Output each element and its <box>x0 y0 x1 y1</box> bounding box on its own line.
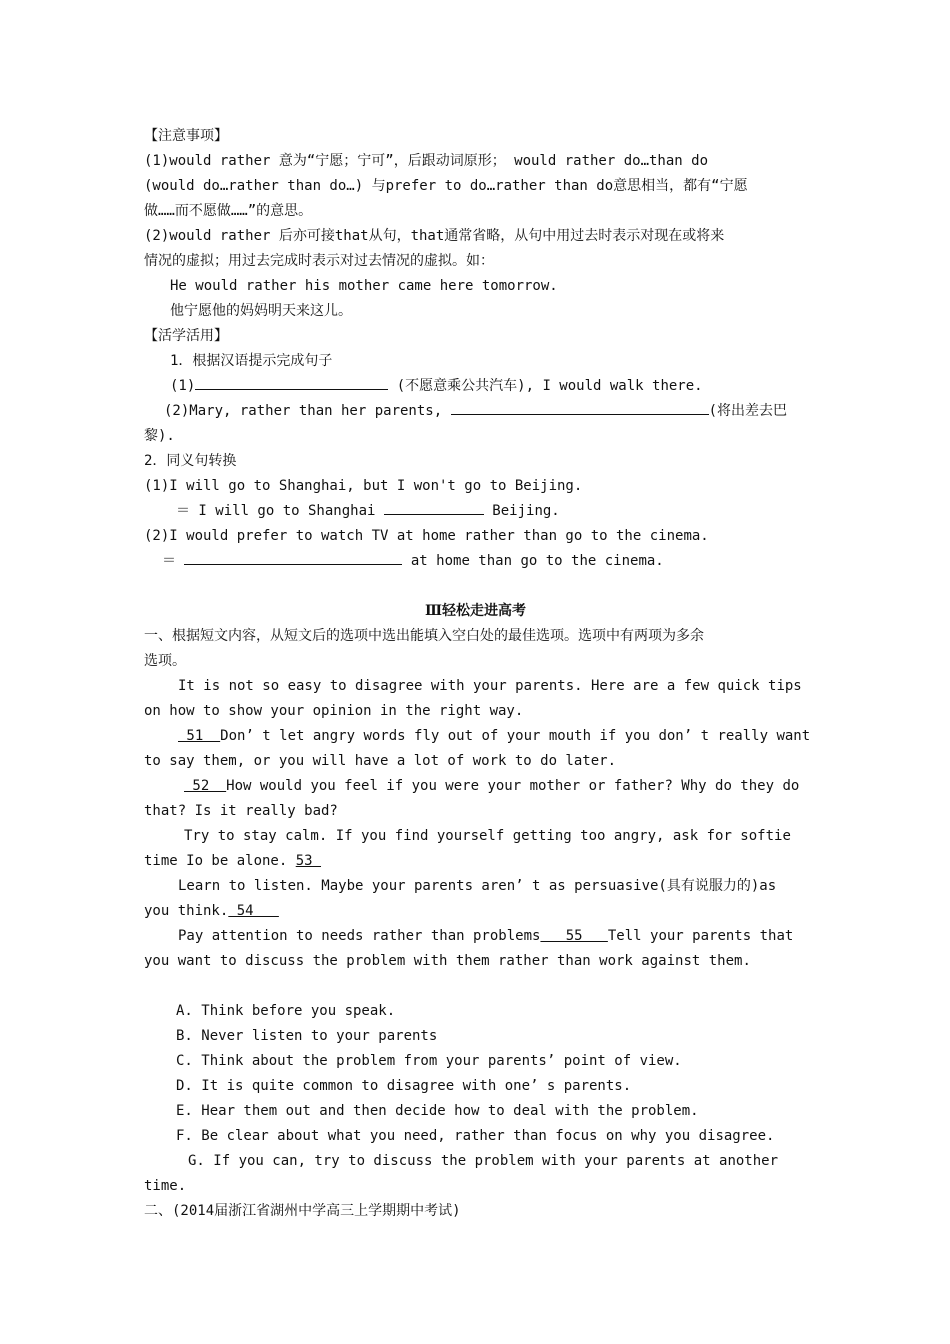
q1-title: 1．根据汉语提示完成句子 <box>170 353 333 369</box>
q2-item2: (2)I would prefer to watch TV at home rather than go to the cinema. <box>144 528 709 544</box>
passage-para3-line1 <box>144 774 807 799</box>
q1-item1 <box>144 374 807 399</box>
passage-para2-line2: to say them, or you will have a lot of work to do later. <box>144 753 617 769</box>
part-two-heading: 二、(2014届浙江省湖州中学高三上学期期中考试) <box>144 1203 461 1219</box>
passage-para5-line2 <box>144 899 807 924</box>
option-g-line1: G. If you can, try to discuss the problem with your parents at another <box>188 1153 779 1169</box>
answer-blank[interactable] <box>184 549 402 565</box>
notes-p2-line1: (2)would rather 后亦可接that从句，that通常省略，从句中用过去时表示对现在或将来 <box>144 228 725 244</box>
q1-item2-cont: 黎). <box>144 428 175 444</box>
blank-number-51[interactable]: 51 <box>178 728 221 744</box>
para6-text-b: Tell your parents that <box>607 928 794 944</box>
notes-p1-line1: (1)would rather 意为“宁愿；宁可”，后跟动词原形； would rather do…than do <box>144 153 709 169</box>
q2-item1-eq-prefix: ＝ I will go to Shanghai <box>176 503 384 519</box>
instruction-line1: 一、根据短文内容，从短文后的选项中选出能填入空白处的最佳选项。选项中有两项为多余 <box>144 628 704 644</box>
answer-blank[interactable] <box>451 399 709 415</box>
section-title: Ⅲ轻松走进高考 <box>424 603 527 619</box>
spacer <box>144 974 807 999</box>
q2-item2-equivalent <box>144 549 807 574</box>
q1-item1-prefix: (1) <box>170 378 196 394</box>
example-english: He would rather his mother came here tomorrow. <box>170 278 558 294</box>
blank-number-53[interactable]: 53 <box>295 853 322 869</box>
para6-text-a: Pay attention to needs rather than problems <box>178 928 541 944</box>
passage-para5-line1: Learn to listen. Maybe your parents aren’ t as persuasive(具有说服力的)as <box>178 878 777 894</box>
notes-p2-line2: 情况的虚拟；用过去完成时表示对过去情况的虚拟。如： <box>144 253 494 269</box>
option-f: F. Be clear about what you need, rather than focus on why you disagree. <box>176 1128 775 1144</box>
passage-para1-line2: on how to show your opinion in the right way. <box>144 703 524 719</box>
document-page <box>144 124 811 1224</box>
option-d: D. It is quite common to disagree with one’ s parents. <box>176 1078 632 1094</box>
q2-item1: (1)I will go to Shanghai, but I won't go to Beijing. <box>144 478 583 494</box>
notes-p1-line3: 做……而不愿做……”的意思。 <box>144 203 313 219</box>
passage-para4-line1: Try to stay calm. If you find yourself getting too angry, ask for softie <box>184 828 791 844</box>
example-chinese: 他宁愿他的妈妈明天来这儿。 <box>170 303 352 319</box>
passage-para1-line1: It is not so easy to disagree with your parents. Here are a few quick tips <box>178 678 802 694</box>
option-e: E. Hear them out and then decide how to deal with the problem. <box>176 1103 699 1119</box>
q2-title: 2．同义句转换 <box>144 453 237 469</box>
para2-text: Don’ t let angry words fly out of your mouth if you don’ t really want <box>220 728 811 744</box>
q2-item2-eq-prefix: ＝ <box>162 553 185 569</box>
instruction-line2: 选项。 <box>144 653 186 669</box>
option-a: A. Think before you speak. <box>176 1003 396 1019</box>
q1-item2 <box>144 399 807 424</box>
answer-blank[interactable] <box>195 374 388 390</box>
q1-item2-suffix: (将出差去巴 <box>708 403 788 419</box>
para4-text: time Io be alone. <box>144 853 296 869</box>
blank-number-54[interactable]: 54 <box>228 903 279 919</box>
passage-para3-line2: that? Is it really bad? <box>144 803 338 819</box>
q1-item2-prefix: (2)Mary, rather than her parents, <box>164 403 451 419</box>
option-c: C. Think about the problem from your parents’ point of view. <box>176 1053 682 1069</box>
q2-item2-eq-suffix: at home than go to the cinema. <box>402 553 664 569</box>
passage-para2-line1 <box>144 724 811 749</box>
q2-item1-eq-suffix: Beijing. <box>483 503 560 519</box>
passage-para4-line2 <box>144 849 807 874</box>
blank-number-55[interactable]: 55 <box>540 928 608 944</box>
passage-para6-line1 <box>144 924 807 949</box>
q2-item1-equivalent <box>144 499 807 524</box>
option-g-line2: time. <box>144 1178 187 1194</box>
notes-heading: 【注意事项】 <box>144 128 228 144</box>
blank-number-52[interactable]: 52 <box>184 778 227 794</box>
option-b: B. Never listen to your parents <box>176 1028 438 1044</box>
answer-blank[interactable] <box>384 499 484 515</box>
practice-heading: 【活学活用】 <box>144 328 228 344</box>
notes-p1-line2: (would do…rather than do…) 与prefer to do…rather than do意思相当，都有“宁愿 <box>144 178 748 194</box>
q1-item1-suffix: (不愿意乘公共汽车), I would walk there. <box>388 378 703 394</box>
passage-para6-line2: you want to discuss the problem with them rather than work against them. <box>144 953 751 969</box>
para5-text: you think. <box>144 903 229 919</box>
para3-text: How would you feel if you were your mother or father? Why do they do <box>226 778 800 794</box>
